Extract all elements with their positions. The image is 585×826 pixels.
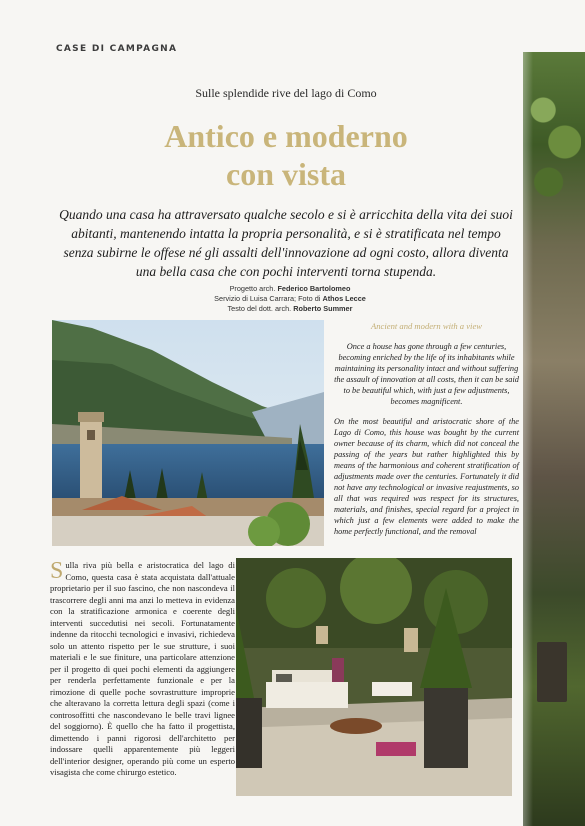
credit-text xyxy=(160,304,420,314)
italian-text xyxy=(50,560,235,779)
planter-detail xyxy=(537,642,567,702)
kicker: Sulle splendide rive del lago di Como xyxy=(195,86,377,100)
credit-project xyxy=(160,284,420,294)
headline xyxy=(56,117,516,193)
headline-line-1: Antico e moderno xyxy=(164,118,408,154)
english-body: On the most beautiful and aristocratic shore of the Lago di Como, this house was bought by the current owner because of its charm, which did not conceal the passing of the years but rather highlighted this by means of the harmonious and coherent stratification of adjustments made over the centuries. Fortunately it did not have any technological or invasive reajustments, so all that was required was respect for its structures, materials, and finishes, special regard for a project in which just a few elements were added to make the home perfectly functional, and the removal xyxy=(334,417,519,536)
english-intro: Once a house has gone through a few centuries, becoming enriched by the life of its inhabitants while maintaining its personality intact and without suffering the assault of innovation at all costs, then it can be said to be beautiful which, with just a few adjustments, becomes magnificent. xyxy=(334,342,519,406)
dropcap: S xyxy=(50,558,64,584)
credit-photo-label: Servizio di Luisa Carrara; Foto di xyxy=(214,294,321,303)
lake-como-photo xyxy=(52,320,324,546)
english-text xyxy=(334,342,519,537)
credit-project-name: Federico Bartolomeo xyxy=(277,284,351,293)
credit-text-label: Testo del dott. arch. xyxy=(227,304,292,313)
garden-edge-photo xyxy=(523,52,585,826)
section-label: CASE DI CAMPAGNA xyxy=(56,44,178,54)
credit-project-label: Progetto arch. xyxy=(229,284,276,293)
credit-photo xyxy=(160,294,420,304)
credit-photo-name: Athos Lecce xyxy=(322,294,366,303)
terrace-photo xyxy=(236,558,512,796)
english-heading: Ancient and modern with a view xyxy=(371,321,482,331)
italian-body: ulla riva più bella e aristocratica del lago di Como, questa casa è stata acquistata dall'attuale proprietario per il suo fascino, che non nascondeva il trascorrere degli anni ma anzi lo metteva in evidenza con la stratificazione armonica e coerente degli interventi succedutisi nei secoli. Fortunatamente indenne da ritocchi tecnologici e invasivi, richiedeva solo un attento rispetto per le sue strutture, i suoi materiali e le sue finiture, una particolare attenzione per il progetto di quei pochi elementi da aggiungere per renderla perfettamente funzionale e per la rimozione di quelle poche sovrastrutture improprie che alteravano la corretta lettura degli spazi (come i controsoffitti che nascondevano le belle travi lignee del soggiorno). È quello che ha fatto il progettista, dimettendo i panni rigorosi dell'architetto per indossare quelli apparentemente più leggeri dell'interior designer, operando più come un esperto visagista che come chirurgo estetico. xyxy=(50,560,235,777)
credits xyxy=(160,284,420,314)
credit-text-name: Roberto Summer xyxy=(293,304,353,313)
headline-line-2: con vista xyxy=(226,156,346,192)
foliage-detail xyxy=(527,62,581,222)
standfirst: Quando una casa ha attraversato qualche secolo e si è arricchita della vita dei suoi abitanti, mantenendo intatta la propria personalità, e si è stratificata nel tempo senza subirne le offese né gli assalti dell'innovazione ad ogni costo, allora diventa una bella casa che con pochi interventi torna stupenda. xyxy=(59,207,513,279)
